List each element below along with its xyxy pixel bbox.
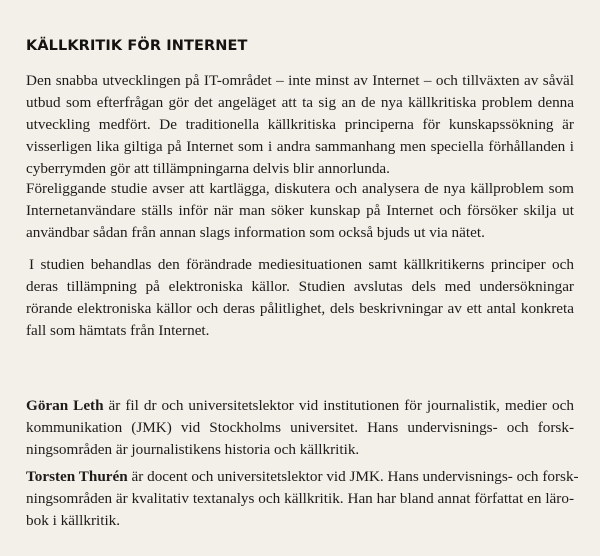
text-line: utbud som efterfrågan gör det angeläget att ta sig an de nya källkritiska problem denna: [26, 94, 574, 111]
author-bio-text: är fil dr och universitetslektor vid institutionen för journalistik, medier och: [103, 397, 574, 414]
text-line: [26, 395, 574, 417]
text-line: deras tillämpning på elektroniska källor. Studien avslutas dels med undersökningar: [26, 278, 574, 295]
text-line: utveckling medfört. De traditionella källkritiska principerna för kunskapssökning är: [26, 116, 574, 133]
author-name: Göran Leth: [26, 397, 104, 414]
text-line: Internetanvändare ställs inför när man söker kunskap på Internet och försöker skilja ut: [26, 202, 574, 219]
study-content-paragraph: [26, 254, 574, 342]
text-line: cyberrymden gör att tillämpningarna delvis blir annorlunda.: [26, 160, 390, 177]
text-line: kommunikation (JMK) vid Stockholms universitet. Hans undervisnings- och forsk-: [26, 419, 574, 436]
text-line: [26, 466, 579, 488]
text-line: visserligen lika giltiga på Internet som i andra sammanhang men speciella förhållanden i: [26, 138, 574, 155]
author-bio-torsten-thuren: [26, 466, 579, 532]
text-line: fall som hämtats från Internet.: [26, 322, 210, 339]
author-bio-goran-leth: [26, 395, 574, 461]
study-purpose-paragraph: [26, 178, 574, 244]
author-name: Torsten Thurén: [26, 468, 128, 485]
text-line: Den snabba utvecklingen på IT-området – inte minst av Internet – och tillväxten av såväl: [26, 72, 574, 89]
page-title: KÄLLKRITIK FÖR INTERNET: [26, 38, 248, 54]
text-line: ningsområden är kvalitativ textanalys och källkritik. Han har bland annat författat en läro-: [26, 490, 574, 507]
text-line: användbar sådan från annan slags information som också bjuds ut via nätet.: [26, 224, 485, 241]
text-line: I studien behandlas den förändrade mediesituationen samt källkritikerns principer och: [29, 256, 574, 273]
text-line: ningsområden är journalistikens historia och källkritik.: [26, 441, 360, 458]
text-line: bok i källkritik.: [26, 512, 121, 529]
author-bio-text: är docent och universitetslektor vid JMK. Hans undervisnings- och forsk-: [127, 468, 579, 485]
intro-paragraph: [26, 70, 574, 180]
text-line: rörande elektroniska källor och deras pålitlighet, dels beskrivningar av ett antal konkreta: [26, 300, 574, 317]
text-line: Föreliggande studie avser att kartlägga, diskutera och analysera de nya källproblem som: [26, 180, 574, 197]
